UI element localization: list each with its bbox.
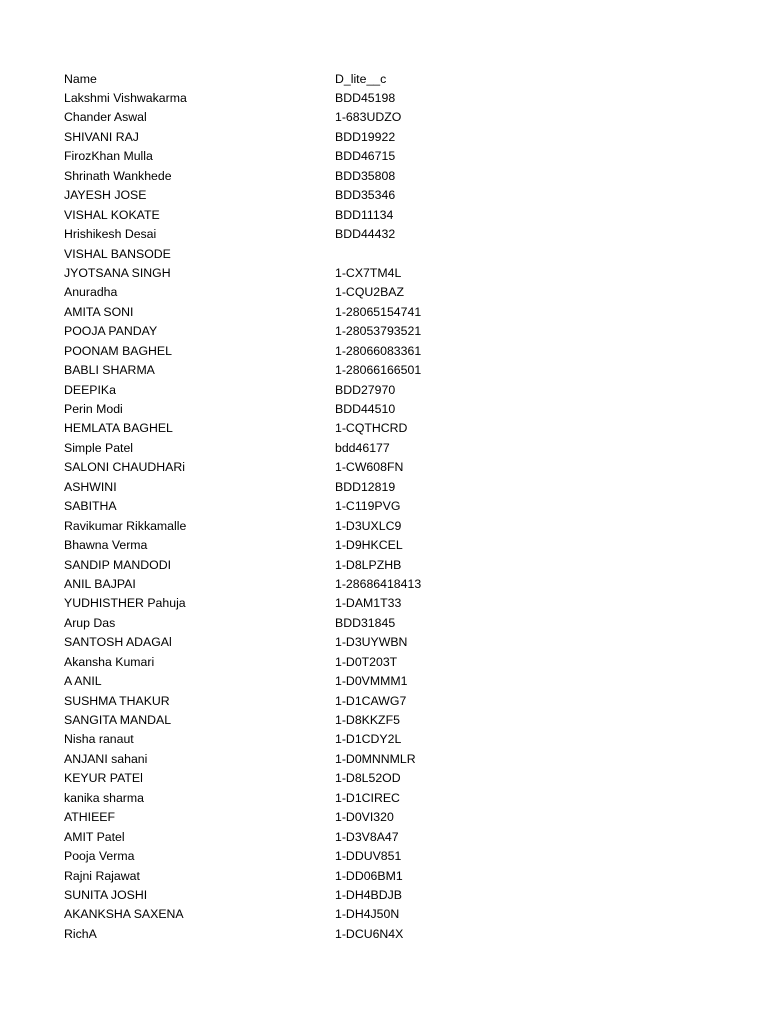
cell-id: 1-D1CDY2L [335,732,402,747]
cell-name: AMITA SONI [64,304,134,319]
cell-name: AMIT Patel [64,829,125,844]
cell-name: ANIL BAJPAI [64,576,136,591]
table-row [0,691,768,710]
cell-name: Rajni Rajawat [64,868,140,883]
cell-id: 1-CQTHCRD [335,421,408,436]
cell-name: Simple Patel [64,440,134,455]
cell-name: DEEPIKa [64,382,116,397]
cell-id: 1-D0MNNMLR [335,751,416,766]
table-row [0,749,768,768]
table-row [0,419,768,438]
table-row [0,438,768,457]
cell-name: AKANKSHA SAXENA [64,907,184,922]
cell-name: SANDIP MANDODI [64,557,172,572]
table-row [0,574,768,593]
cell-name: SANTOSH ADAGAl [64,635,172,650]
cell-id: 1-DDUV851 [335,849,402,864]
cell-name: Lakshmi Vishwakarma [64,91,187,105]
cell-name: Pooja Verma [64,849,135,864]
cell-id: 1-28065154741 [335,304,422,319]
cell-id: BDD45198 [335,91,396,105]
cell-id: 1-28066083361 [335,343,422,358]
column-header-name: Name [64,71,97,86]
table-row [0,205,768,224]
table-row [0,497,768,516]
table-row [0,730,768,749]
cell-id: 1-C119PVG [335,499,401,514]
cell-name: VISHAL BANSODE [64,246,171,261]
table-row [0,361,768,380]
cell-name: Hrishikesh Desai [64,227,157,242]
cell-name: Perin Modi [64,402,123,416]
table-row [0,380,768,399]
cell-id: 1-D9HKCEL [335,538,403,553]
cell-id: 1-683UDZO [335,110,402,125]
table-row [0,341,768,360]
cell-id: 1-D1CIREC [335,790,400,805]
table-row [0,613,768,632]
cell-name: Chander Aswal [64,110,147,125]
table-row [0,672,768,691]
cell-id: 1-28686418413 [335,576,422,591]
cell-id: 1-D0VI320 [335,810,394,825]
table-row [0,225,768,244]
cell-name: Anuradha [64,285,118,300]
cell-id: 1-D8L52OD [335,771,401,786]
cell-id: BDD46715 [335,149,396,164]
cell-name: Arup Das [64,615,116,630]
cell-id: BDD11134 [335,207,394,222]
cell-id: 1-DH4BDJB [335,887,402,902]
table-row [0,186,768,205]
cell-name: SUSHMA THAKUR [64,693,170,708]
cell-name: JAYESH JOSE [64,188,147,203]
table-body [0,88,768,943]
cell-name: ASHWINI [64,479,117,494]
cell-id: 1-D3V8A47 [335,829,399,844]
cell-id: BDD12819 [335,479,396,494]
spreadsheet-table [0,69,768,944]
cell-name: A ANIL [64,674,102,689]
cell-name: kanika sharma [64,790,144,805]
cell-name: Akansha Kumari [64,654,155,669]
table-row [0,555,768,574]
cell-id: 1-D8LPZHB [335,557,402,572]
cell-name: ANJANI sahani [64,751,148,766]
cell-id: BDD44510 [335,402,396,416]
table-row [0,263,768,282]
table-row [0,924,768,943]
cell-id: 1-D0VMMM1 [335,674,408,689]
cell-name: HEMLATA BAGHEL [64,421,173,436]
table-row [0,788,768,807]
cell-id: BDD35808 [335,168,396,183]
table-row [0,827,768,846]
table-row [0,885,768,904]
cell-id: BDD35346 [335,188,396,203]
table-row [0,166,768,185]
column-header-id: D_lite__c [335,71,387,86]
cell-id: 1-D3UXLC9 [335,518,402,533]
cell-id: 1-CX7TM4L [335,265,402,280]
cell-name: YUDHISTHER Pahuja [64,596,186,611]
table-row [0,477,768,496]
cell-name: SANGITA MANDAL [64,713,172,727]
cell-name: RichA [64,926,97,941]
table-row [0,283,768,302]
table-row [0,108,768,127]
cell-id: BDD27970 [335,382,396,397]
cell-name: SUNITA JOSHI [64,887,148,902]
cell-name: ATHIEEF [64,810,116,825]
cell-id: 1-DAM1T33 [335,596,402,611]
cell-name: JYOTSANA SINGH [64,265,171,280]
cell-id: 1-CW608FN [335,460,404,475]
cell-name: POOJA PANDAY [64,324,158,339]
cell-name: FirozKhan Mulla [64,149,153,164]
table-row [0,652,768,671]
cell-id: 1-D3UYWBN [335,635,408,650]
cell-name: Bhawna Verma [64,538,148,553]
cell-id: BDD19922 [335,129,396,144]
cell-name: Ravikumar Rikkamalle [64,518,187,533]
cell-name: POONAM BAGHEL [64,343,172,358]
cell-id: 1-28053793521 [335,324,422,339]
table-row [0,847,768,866]
cell-name: SABITHA [64,499,117,514]
cell-id: bdd46177 [335,440,390,455]
cell-id: BDD31845 [335,615,396,630]
cell-id: 1-DD06BM1 [335,868,403,883]
cell-id: 1-D8KKZF5 [335,713,400,727]
cell-id: 1-D0T203T [335,654,398,669]
cell-name: KEYUR PATEl [64,771,143,786]
table-row [0,322,768,341]
cell-name: BABLI SHARMA [64,363,155,378]
cell-name: VISHAL KOKATE [64,207,160,222]
table-row [0,710,768,729]
table-row [0,769,768,788]
table-row [0,127,768,146]
cell-id: BDD44432 [335,227,396,242]
table-row [0,905,768,924]
table-row [0,594,768,613]
cell-id: 1-DH4J50N [335,907,400,922]
cell-name: Shrinath Wankhede [64,168,172,183]
table-row [0,808,768,827]
table-row [0,458,768,477]
table-row [0,516,768,535]
table-row [0,244,768,263]
table-row [0,88,768,107]
table-row [0,147,768,166]
header-row [0,69,768,88]
cell-id: 1-CQU2BAZ [335,285,405,300]
table-row [0,536,768,555]
cell-name: Nisha ranaut [64,732,134,747]
cell-name: SHIVANI RAJ [64,129,139,144]
cell-id: 1-D1CAWG7 [335,693,407,708]
table-row [0,866,768,885]
table-row [0,633,768,652]
cell-id: 1-28066166501 [335,363,422,378]
table-row [0,302,768,321]
cell-name: SALONI CHAUDHARi [64,460,185,475]
cell-id: 1-DCU6N4X [335,926,404,941]
table-row [0,399,768,418]
